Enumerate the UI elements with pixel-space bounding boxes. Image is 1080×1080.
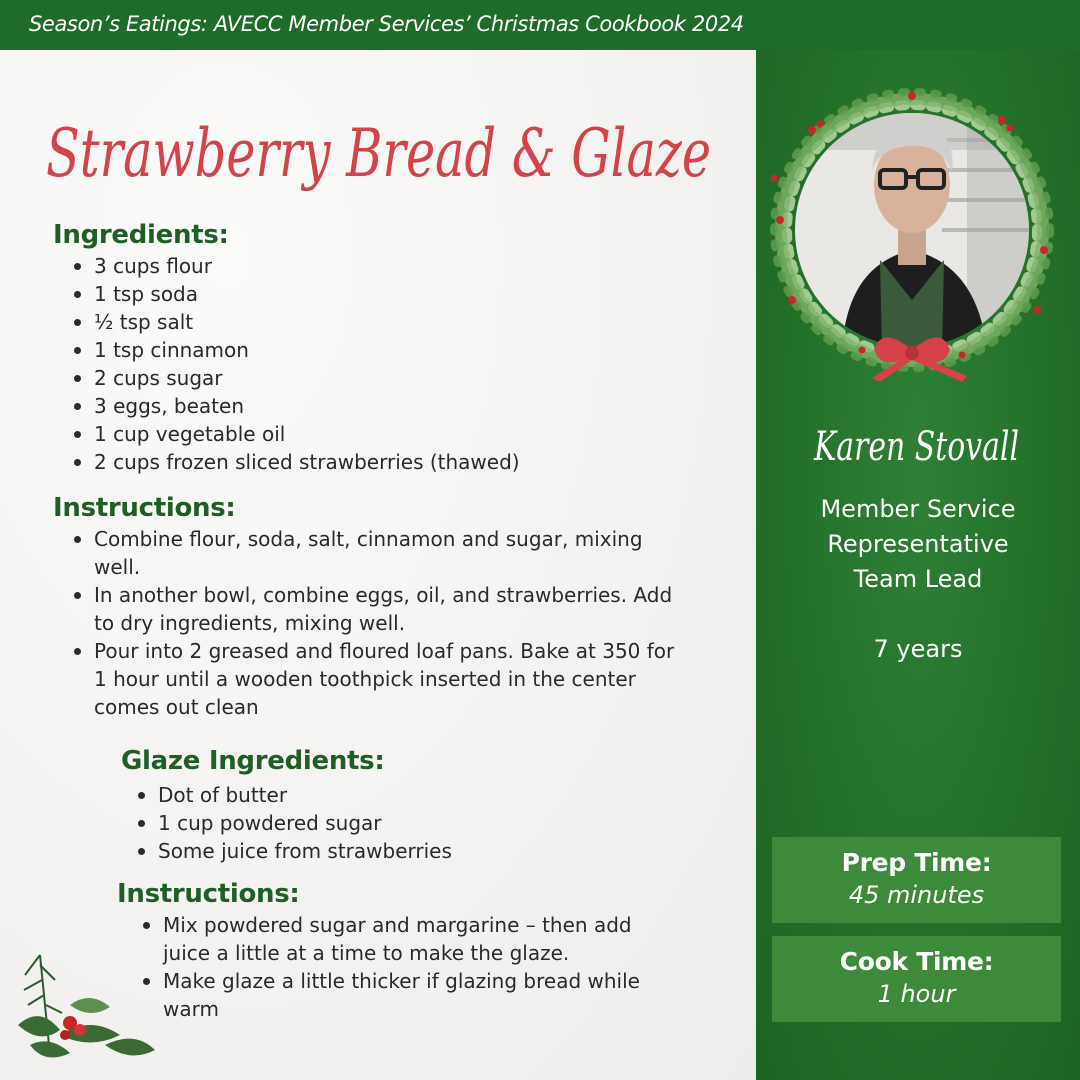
cook-time-label: Cook Time: (839, 947, 994, 976)
instruction-step: In another bowl, combine eggs, oil, and strawberries. Add to dry ingredients, mixing well. (72, 581, 688, 637)
ingredient-item: ½ tsp salt (72, 308, 712, 336)
cookbook-title: Season’s Eatings: AVECC Member Services’ Christmas Cookbook 2024 (29, 12, 744, 36)
ingredient-item: 1 cup vegetable oil (72, 420, 712, 448)
cook-time-box (772, 936, 1061, 1022)
ingredient-item: 1 tsp soda (72, 280, 712, 308)
wreath-portrait (752, 50, 1080, 390)
glaze-ingredients-heading: Glaze Ingredients: (121, 746, 385, 776)
member-name (808, 400, 1028, 490)
instructions-heading: Instructions: (53, 493, 236, 523)
glaze-ingredient-item: Some juice from strawberries (136, 837, 696, 865)
ingredient-item: 3 eggs, beaten (72, 392, 712, 420)
prep-time-label: Prep Time: (841, 848, 992, 877)
glaze-ingredient-item: Dot of butter (136, 781, 696, 809)
header-bar (0, 0, 1080, 50)
cook-time-value: 1 hour (877, 980, 956, 1008)
instruction-step: Combine flour, soda, salt, cinnamon and sugar, mixing well. (72, 525, 688, 581)
holly-decoration (10, 935, 160, 1075)
member-role-line1: Member Service (820, 495, 1016, 523)
ingredients-list (72, 252, 712, 476)
member-role-line3: Team Lead (853, 565, 983, 593)
ingredients-heading: Ingredients: (53, 220, 229, 250)
recipe-title-text: Strawberry Bread & Glaze (46, 115, 711, 192)
prep-time-box (772, 837, 1061, 923)
glaze-instructions-heading: Instructions: (117, 879, 300, 909)
glaze-ingredients-list (136, 781, 696, 865)
glaze-instruction-step: Make glaze a little thicker if glazing bread while warm (141, 967, 661, 1023)
ingredient-item: 2 cups frozen sliced strawberries (thawed) (72, 448, 712, 476)
member-name-text: Karen Stovall (813, 424, 1019, 470)
member-role-line2: Representative (827, 530, 1009, 558)
member-tenure: 7 years (873, 635, 963, 663)
prep-time-value: 45 minutes (848, 881, 985, 909)
glaze-instruction-step: Mix powdered sugar and margarine – then add juice a little at a time to make the glaze. (141, 911, 661, 967)
glaze-ingredient-item: 1 cup powdered sugar (136, 809, 696, 837)
instruction-step: Pour into 2 greased and floured loaf pans. Bake at 350 for 1 hour until a wooden toothpick inserted in the center comes out clean (72, 637, 688, 721)
ingredient-item: 2 cups sugar (72, 364, 712, 392)
ingredient-item: 3 cups flour (72, 252, 712, 280)
recipe-title (40, 78, 740, 218)
ingredient-item: 1 tsp cinnamon (72, 336, 712, 364)
instructions-list (72, 525, 688, 721)
glaze-instructions-list (141, 911, 661, 1023)
